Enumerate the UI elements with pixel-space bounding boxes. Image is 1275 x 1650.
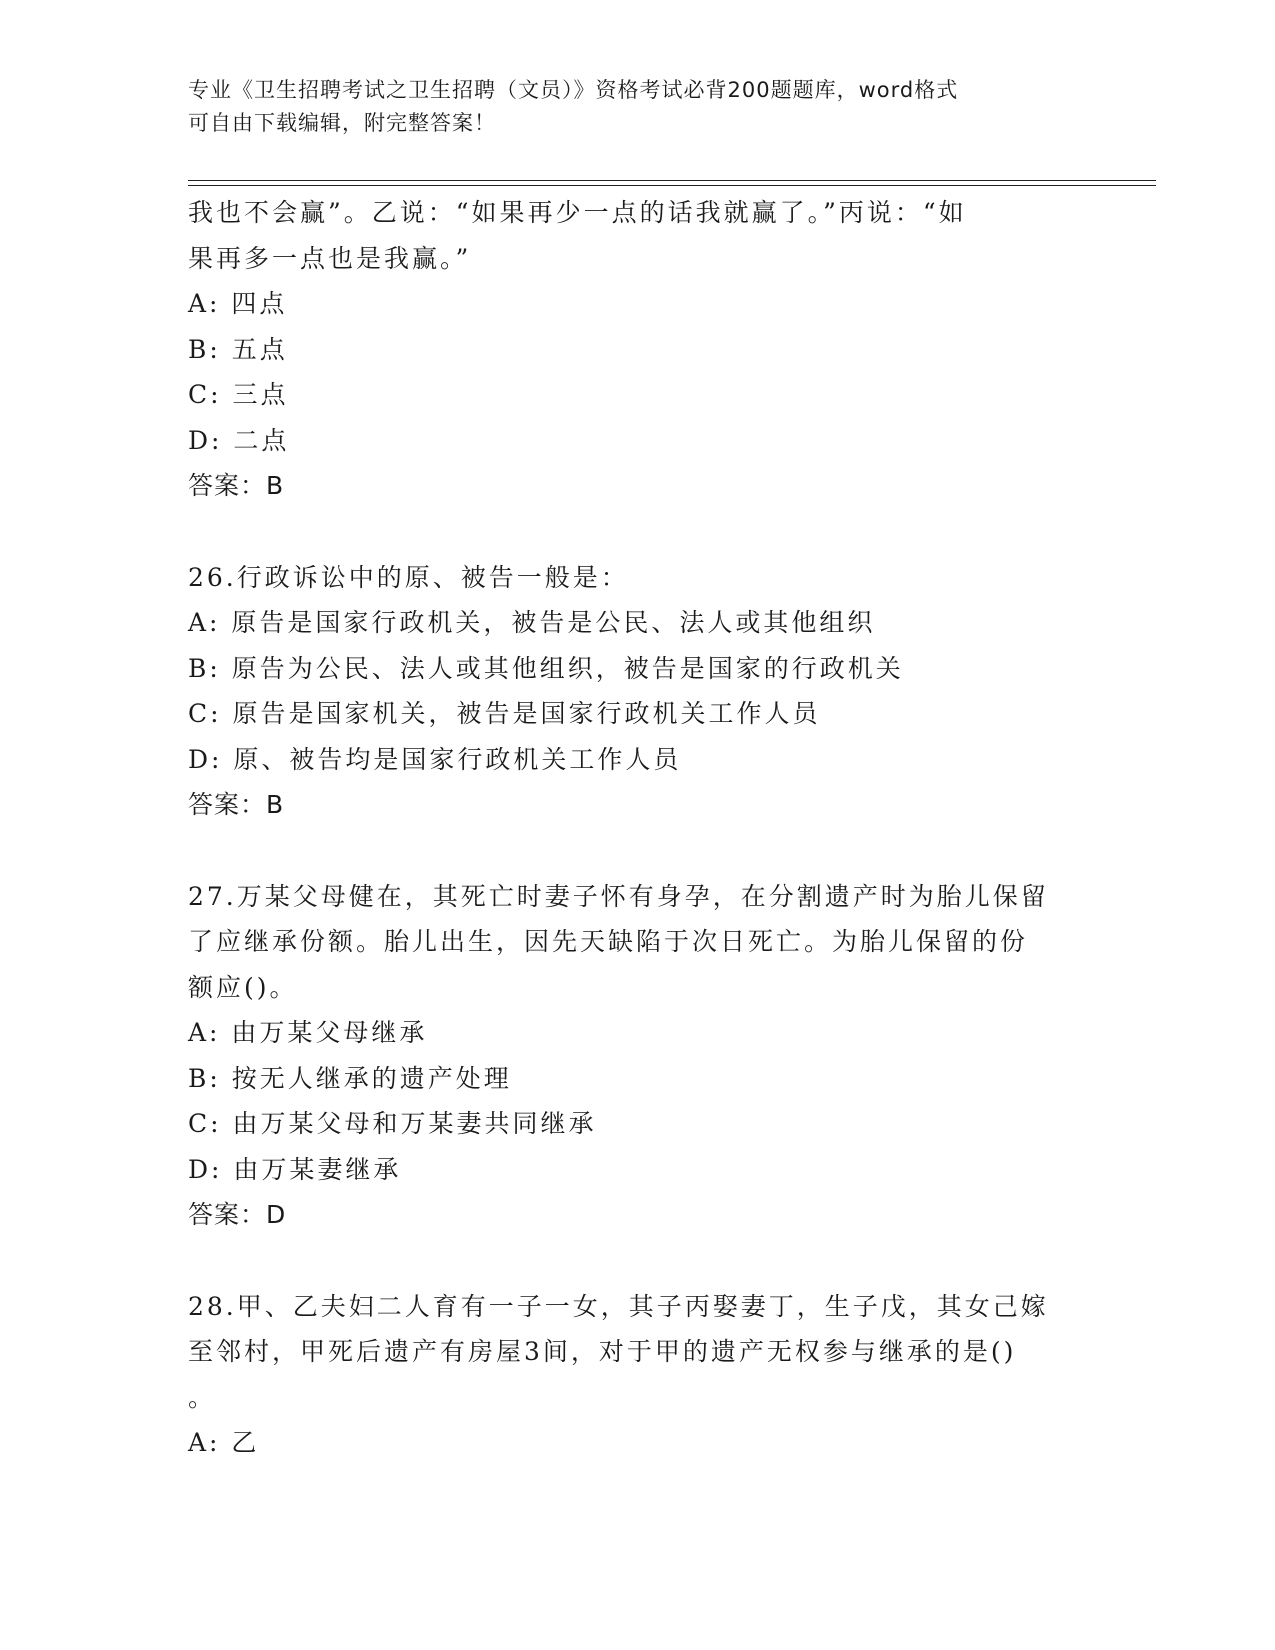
question-stem-line: 。 bbox=[188, 1382, 217, 1412]
option-b: B: 五点 bbox=[188, 334, 288, 364]
question-28 bbox=[188, 1284, 1088, 1466]
option-c: C: 由万某父母和万某妻共同继承 bbox=[188, 1109, 597, 1138]
question-spacer bbox=[188, 509, 1088, 555]
answer-line: 答案：B bbox=[188, 790, 285, 819]
option-d: D: 二点 bbox=[188, 425, 290, 455]
question-stem-line: 果再多一点也是我赢。” bbox=[188, 243, 472, 273]
header-divider-bottom bbox=[188, 185, 1156, 186]
question-stem-line: 额应()。 bbox=[188, 972, 298, 1002]
question-25-continued bbox=[188, 190, 1088, 509]
header-title-line-2: 可自由下载编辑，附完整答案！ bbox=[188, 111, 496, 135]
question-stem-line: 了应继承份额。胎儿出生，因先天缺陷于次日死亡。为胎儿保留的份 bbox=[188, 927, 1029, 956]
header-title-line-1: 专业《卫生招聘考试之卫生招聘（文员）》资格考试必背200题题库，word格式 bbox=[188, 78, 959, 102]
question-27 bbox=[188, 874, 1088, 1238]
question-stem-line: 27.万某父母健在，其死亡时妻子怀有身孕，在分割遗产时为胎儿保留 bbox=[188, 881, 1049, 911]
question-spacer bbox=[188, 1238, 1088, 1284]
question-spacer bbox=[188, 828, 1088, 874]
option-a: A: 原告是国家行政机关，被告是公民、法人或其他组织 bbox=[188, 608, 876, 637]
option-b: B: 按无人继承的遗产处理 bbox=[188, 1063, 512, 1093]
question-stem-line: 至邻村，甲死后遗产有房屋3间，对于甲的遗产无权参与继承的是() bbox=[188, 1337, 1017, 1366]
question-body bbox=[188, 190, 1088, 1466]
option-d: D: 由万某妻继承 bbox=[188, 1154, 402, 1184]
option-a: A: 四点 bbox=[188, 289, 288, 318]
question-stem-line: 26.行政诉讼中的原、被告一般是： bbox=[188, 562, 629, 592]
question-26 bbox=[188, 555, 1088, 828]
option-a: A: 由万某父母继承 bbox=[188, 1018, 428, 1047]
option-b: B: 原告为公民、法人或其他组织，被告是国家的行政机关 bbox=[188, 653, 904, 683]
option-d: D: 原、被告均是国家行政机关工作人员 bbox=[188, 744, 682, 774]
document-header bbox=[188, 74, 1088, 140]
header-divider-top bbox=[188, 180, 1156, 181]
question-stem-line: 我也不会赢”。乙说：“如果再少一点的话我就赢了。”丙说：“如 bbox=[188, 198, 967, 227]
option-c: C: 原告是国家机关，被告是国家行政机关工作人员 bbox=[188, 699, 821, 728]
question-stem-line: 28.甲、乙夫妇二人育有一子一女，其子丙娶妻丁，生子戊，其女己嫁 bbox=[188, 1291, 1049, 1321]
answer-line: 答案：D bbox=[188, 1200, 287, 1229]
option-c: C: 三点 bbox=[188, 380, 289, 409]
answer-line: 答案：B bbox=[188, 471, 285, 500]
option-a: A: 乙 bbox=[188, 1428, 260, 1457]
